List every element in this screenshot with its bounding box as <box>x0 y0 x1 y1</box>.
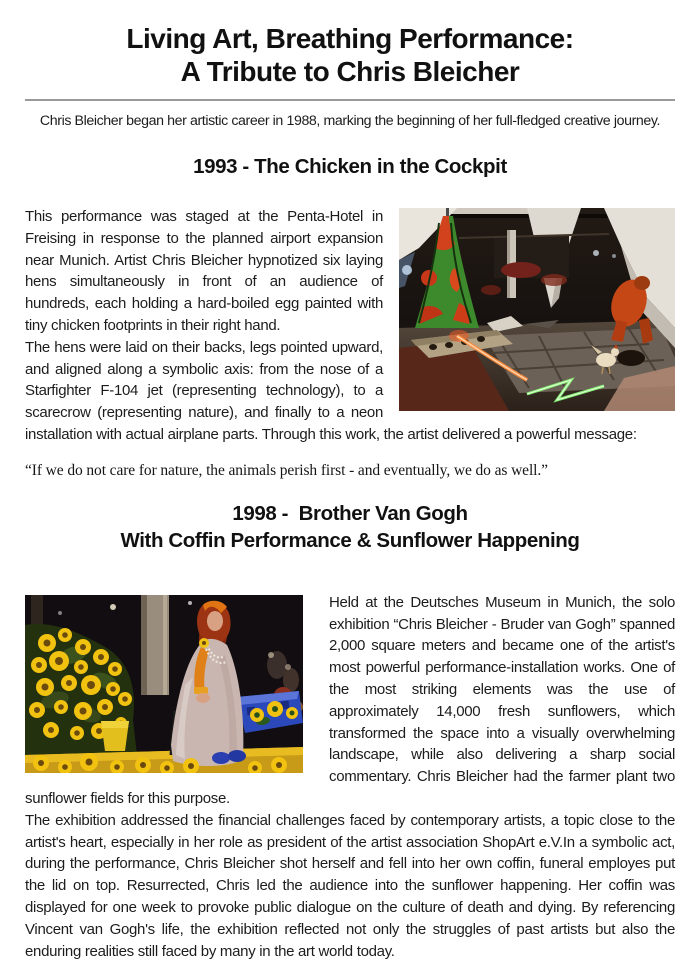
quote-1993: “If we do not care for nature, the animals perish first - and eventually, we do as well.” <box>25 461 548 479</box>
photo-1998-performance <box>25 595 303 773</box>
sunflower-coffin-photo-illustration <box>25 595 303 773</box>
section-heading-1998 <box>25 500 675 554</box>
paragraph-1998-1: Held at the Deutsches Museum in Munich, the solo exhibition “Chris Bleicher - Bruder van Gogh” spanned 2,000 square meters and became one of the artist's most powerful performance-installation works. One of the most striking elements was the use of approximately 14,000 fresh sunflowers, which transformed the space into a visually overwhelming landscape, while also delivering a sharp social commentary. Chris Bleicher had the farmer plant two sunflower fields for this purpose. <box>25 593 675 807</box>
paragraph-1998-2: The exhibition addressed the financial challenges faced by contemporary artists, a topic close to the artist's heart, especially in her role as president of the artist association ShopArt e.V.In a symbolic act, during the performance, Chris Bleicher shot herself and fell into her own coffin, funeral employes put the lid on top. Resurrected, Chris led the audience into the sunflower happening. Her coffin was displayed for one week to provoke public dialogue on the culture of death and dying. By referencing Vincent van Gogh's life, the exhibition reflected not only the struggles of past artists but also the enduring realities still faced by many in the art world today. <box>25 811 675 960</box>
paragraph-1993-1: This performance was staged at the Penta-Hotel in Freising in response to the planned airport expansion near Munich. Artist Chris Bleicher hypnotized six laying hens simultaneously in front of an audience of hundreds, each holding a hard-boiled egg painted with tiny chicken footprints in their right hand. <box>25 208 383 334</box>
photo-1993-performance <box>399 208 675 411</box>
page-title <box>25 22 675 88</box>
paragraph-1993-2: The hens were laid on their backs, legs pointed upward, and aligned along a symbolic axis: from the nose of a Starfighter F-104 jet (representing technology), to a scarecrow (representing nature), and finally to a neon installation with actual airplane parts. Through this work, the artist delivered a powerful message: <box>25 338 637 443</box>
page-title-line1: Living Art, Breathing Performance: <box>126 23 574 54</box>
section-heading-1998-line2: With Coffin Performance & Sunflower Happening <box>120 528 580 552</box>
title-divider <box>25 99 675 101</box>
page-title-line2: A Tribute to Chris Bleicher <box>180 56 520 87</box>
article-page <box>0 22 700 962</box>
section-1993 <box>25 206 675 446</box>
intro-paragraph: Chris Bleicher began her artistic career in 1988, marking the beginning of her full-fledged creative journey. <box>39 113 661 129</box>
section-1998 <box>25 592 675 962</box>
section-heading-1998-line1: 1998 - Brother Van Gogh <box>232 501 468 525</box>
chicken-tent-photo-illustration <box>399 208 675 411</box>
section-heading-1993: 1993 - The Chicken in the Cockpit <box>193 155 507 178</box>
